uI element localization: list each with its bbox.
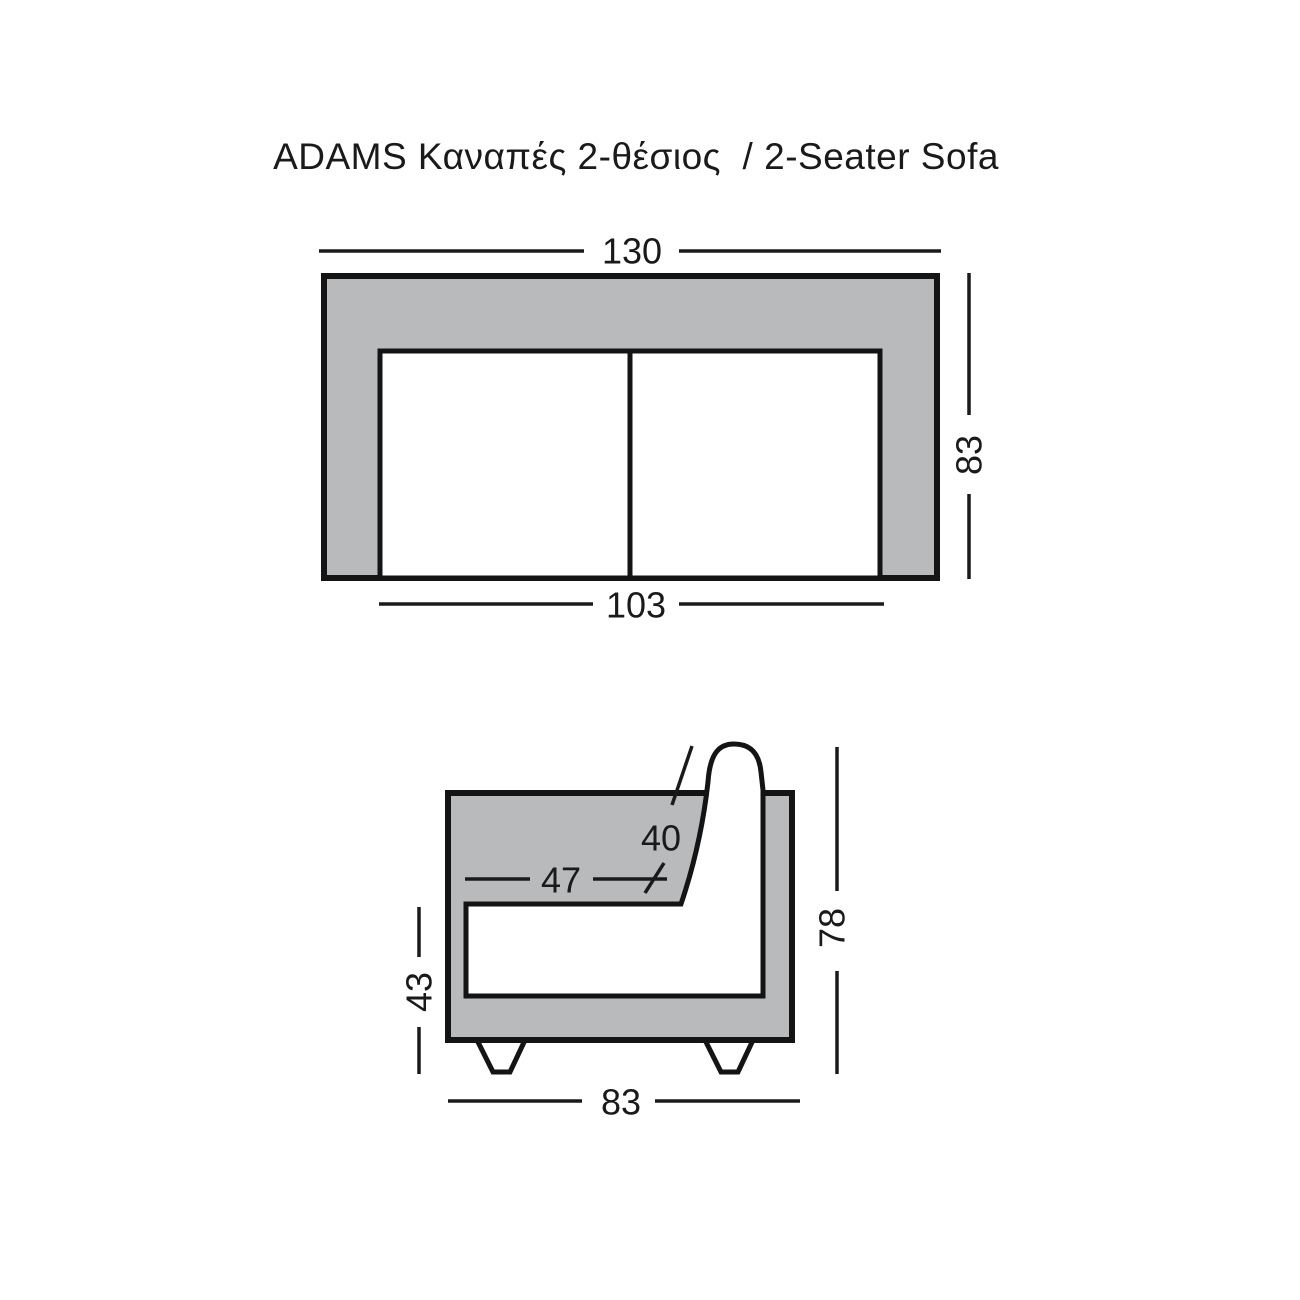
dim-overall-depth [949, 273, 990, 579]
page-title: ADAMS Καναπές 2-θέσιος / 2-Seater Sofa [273, 136, 999, 177]
side-view-leg-front [476, 1038, 526, 1072]
side-view [399, 744, 853, 1123]
dim-total-height [812, 747, 853, 1074]
dim-seat-height [399, 907, 440, 1074]
dim-overall-depth-value: 83 [948, 434, 990, 476]
dim-seat-height-value: 43 [398, 971, 440, 1013]
dim-total-height-value: 78 [811, 907, 853, 949]
dim-seat-depth-value: 47 [540, 859, 582, 901]
side-view-leg-back [704, 1038, 754, 1072]
dim-overall-width [319, 231, 941, 272]
dim-total-depth [448, 1082, 800, 1123]
dim-seat-width [379, 585, 884, 626]
dim-seat-width-value: 103 [605, 584, 667, 626]
dim-overall-width-value: 130 [601, 230, 663, 272]
dim-backrest-height-value: 40 [640, 817, 682, 859]
dim-total-depth-value: 83 [600, 1081, 642, 1123]
top-view [319, 231, 990, 626]
